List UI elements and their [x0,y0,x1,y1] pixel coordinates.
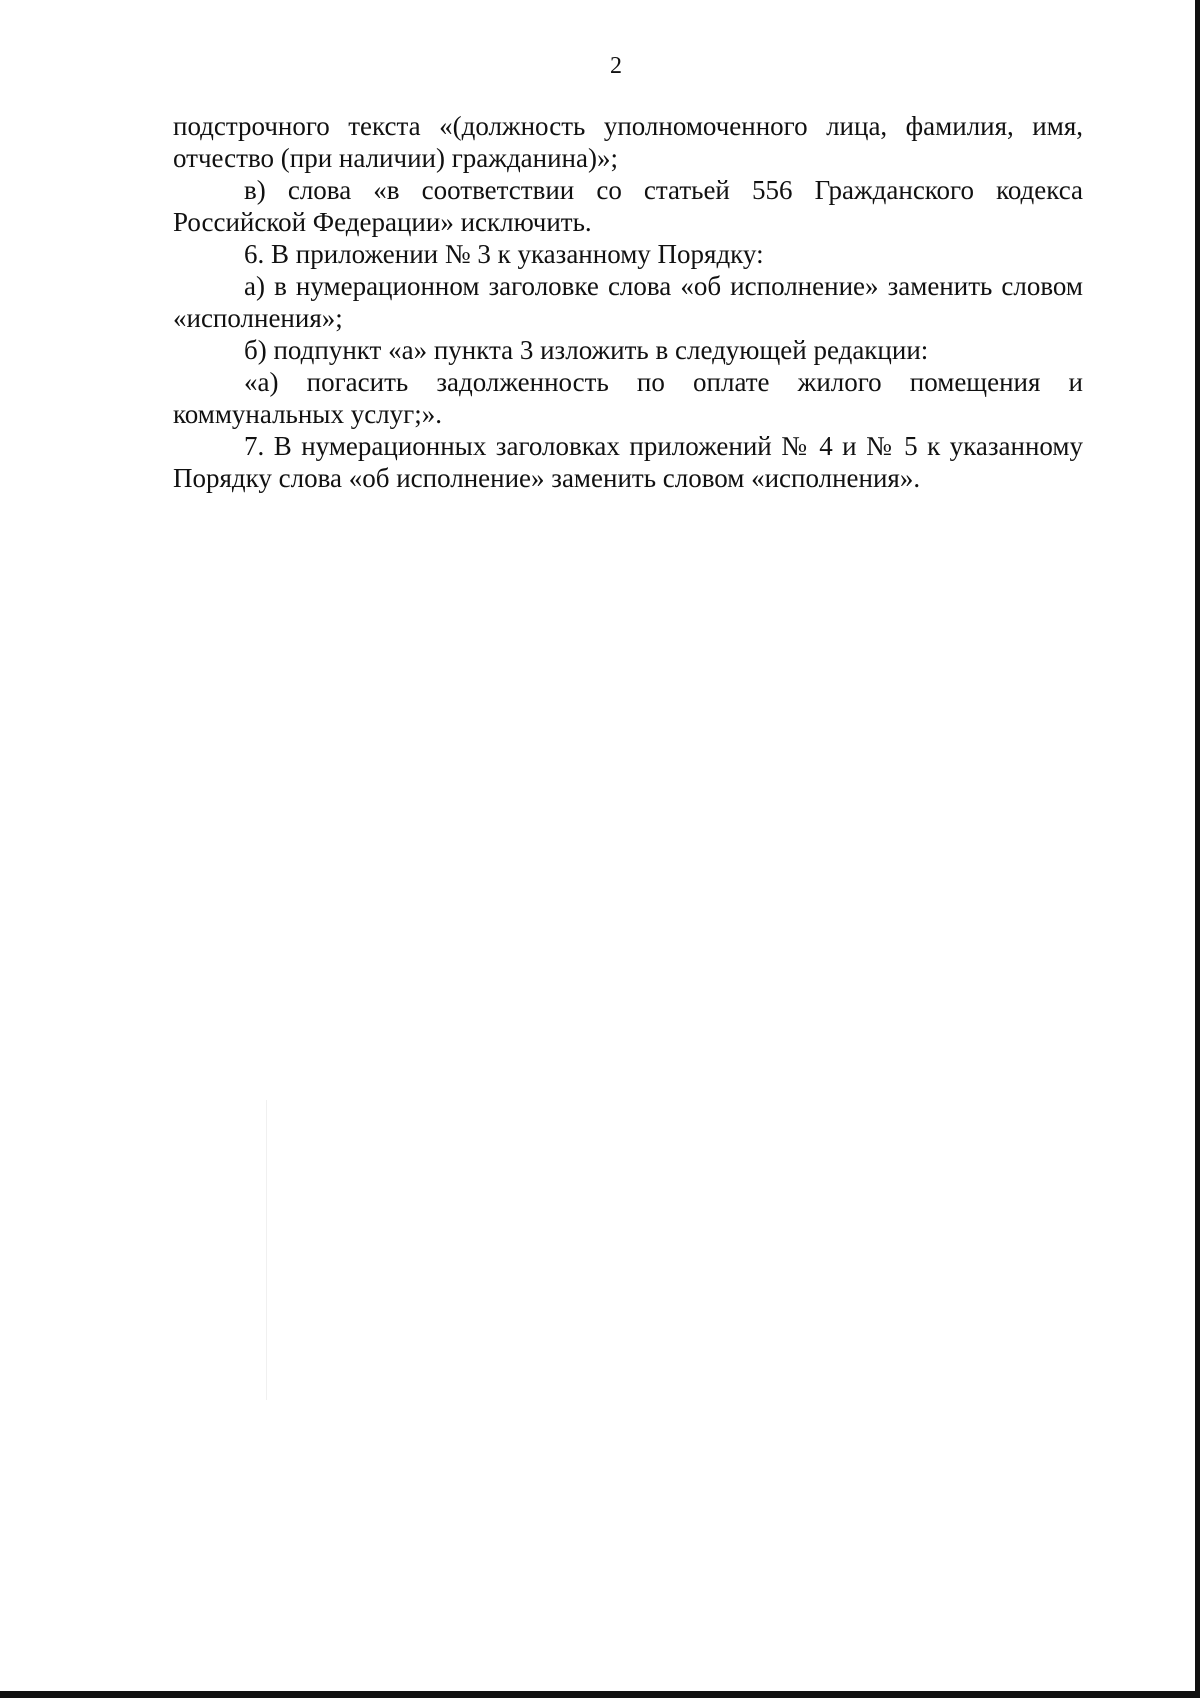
page-number: 2 [610,53,622,79]
paragraph-item-6b: б) подпункт «а» пункта 3 изложить в следующей редакции: [244,335,929,365]
paragraph-continuation: подстрочного текста «(должность уполномоченного лица, фамилия, имя, отчество (при наличии) гражданина)»; [173,111,1083,173]
scan-artifact-line [266,1100,267,1400]
paragraph-item-7: 7. В нумерационных заголовках приложений № 4 и № 5 к указанному Порядку слова «об исполнение» заменить словом «исполнения». [173,431,1083,493]
paragraph-item-6a: а) в нумерационном заголовке слова «об исполнение» заменить словом «исполнения»; [173,271,1083,333]
paragraph-item-v: в) слова «в соответствии со статьей 556 Гражданского кодекса Российской Федерации» исключить. [173,175,1083,237]
document-body [173,110,1083,494]
scan-edge-bottom [0,1691,1200,1698]
scan-edge-right [1195,0,1200,1698]
paragraph-item-6: 6. В приложении № 3 к указанному Порядку: [244,239,764,269]
paragraph-quoted-subitem-a: «а) погасить задолженность по оплате жилого помещения и коммунальных услуг;». [173,367,1083,429]
